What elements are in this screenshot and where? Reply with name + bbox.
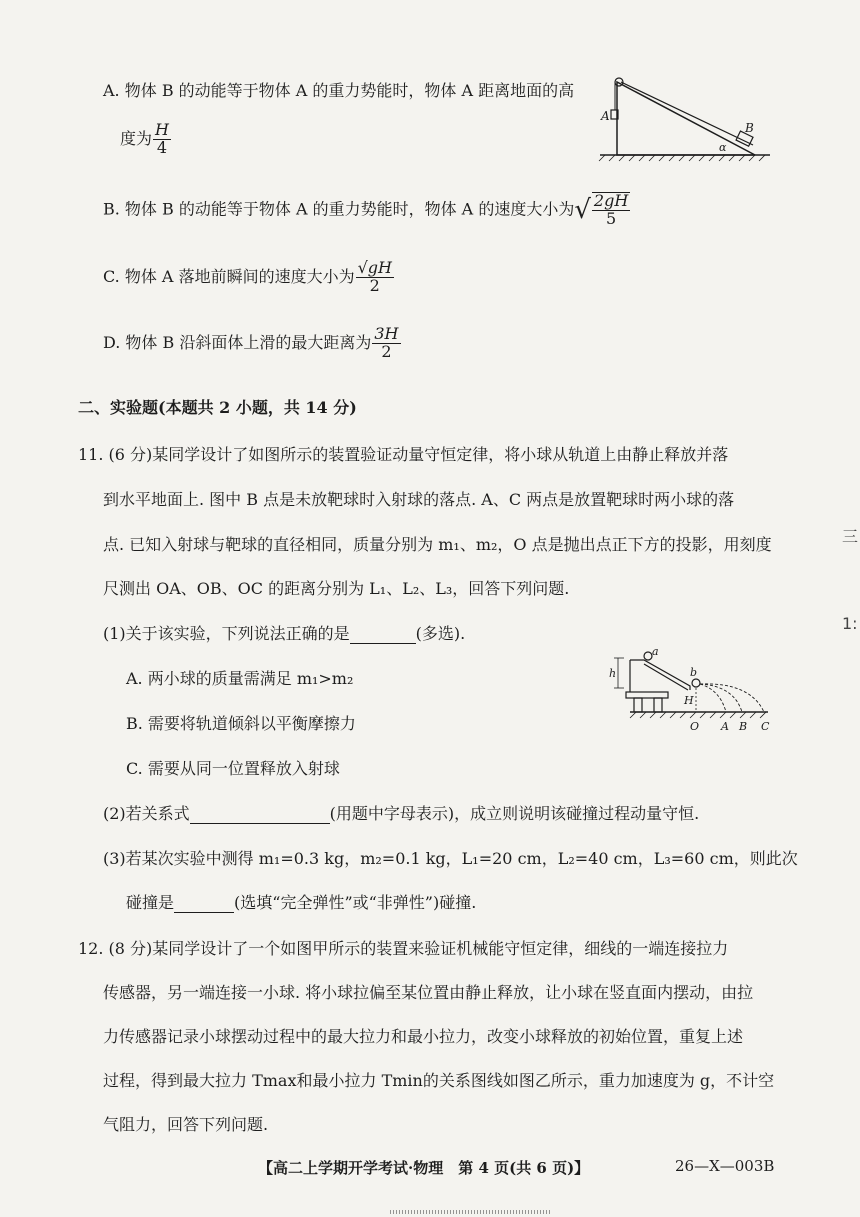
- q11-sub2-text: (2)若关系式: [103, 804, 190, 823]
- option-c-text: C. 物体 A 落地前瞬间的速度大小为: [103, 266, 355, 286]
- page-footer-title: 【高二上学期开学考试·物理 第 4 页(共 6 页)】: [258, 1159, 590, 1177]
- page-footer-code: 26—X—003B: [675, 1157, 775, 1175]
- q11-sub2: [103, 801, 699, 824]
- option-d-text: D. 物体 B 沿斜面体上滑的最大距离为: [103, 332, 372, 352]
- option-d-fraction: [372, 326, 400, 361]
- q11-sub1-note: (多选).: [415, 624, 466, 643]
- q11-sub2-note: (用题中字母表示)，成立则说明该碰撞过程动量守恒.: [329, 804, 700, 823]
- sqrt-symbol: √ $\frac{2gH}{5}$: [574, 191, 629, 228]
- q12-line2: 传感器，另一端连接一小球. 将小球拉偏至某位置由静止释放，让小球在竖直面内摆动，由拉: [103, 983, 754, 1002]
- q11-sub3-line1: (3)若某次实验中测得 m₁=0.3 kg，m₂=0.1 kg，L₁=20 cm，L₂=40 cm，L₃=60 cm，则此次: [103, 849, 798, 868]
- q11-option-c: C. 需要从同一位置释放入射球: [126, 759, 340, 778]
- q11-option-b: B. 需要将轨道倾斜以平衡摩擦力: [126, 714, 356, 733]
- edge-fragment-2: 1:: [842, 614, 858, 633]
- fig-label-h: h: [609, 667, 617, 680]
- q12-line1: 12. (8 分)某同学设计了一个如图甲所示的装置来验证机械能守恒定律，细线的一端连接拉力: [78, 939, 729, 958]
- fraction-numerator: 2gH: [593, 191, 629, 210]
- answer-blank-2: [190, 804, 330, 824]
- fraction-denominator: 2: [381, 341, 392, 361]
- q12-line3: 力传感器记录小球摆动过程中的最大拉力和最小拉力，改变小球释放的初始位置，重复上述: [103, 1027, 744, 1046]
- q11-line1: 11. (6 分)某同学设计了如图所示的装置验证动量守恒定律，将小球从轨道上由静止释放并落: [78, 445, 729, 464]
- fig-label-height: H: [684, 694, 694, 707]
- option-a-fraction: [153, 122, 171, 157]
- q11-line4: 尺测出 OA、OB、OC 的距离分别为 L₁、L₂、L₃，回答下列问题.: [103, 579, 570, 598]
- fig-label-o: O: [690, 720, 700, 733]
- option-a-line2: [120, 122, 172, 157]
- fraction-denominator: 4: [156, 137, 168, 157]
- option-b-text: B. 物体 B 的动能等于物体 A 的重力势能时，物体 A 的速度大小为: [103, 199, 575, 219]
- fig-label-ball-b: b: [690, 666, 698, 679]
- fig-label-a: A: [601, 109, 610, 123]
- collision-track-figure: [608, 640, 778, 735]
- section-title: 二、实验题(本题共 2 小题，共 14 分): [78, 398, 357, 417]
- q11-sub3-note: (选填“完全弹性”或“非弹性”)碰撞.: [234, 893, 477, 912]
- fraction-numerator: H: [155, 120, 169, 139]
- option-b: [103, 192, 631, 228]
- q11-sub1: [103, 621, 465, 644]
- fig-label-point-b: B: [739, 720, 748, 733]
- fig-label-b: B: [745, 121, 754, 135]
- answer-blank-1: [350, 624, 416, 644]
- option-c-fraction: [356, 260, 394, 295]
- q11-line2: 到水平地面上. 图中 B 点是未放靶球时入射球的落点. A、C 两点是放置靶球时两小球的落: [103, 490, 735, 509]
- answer-blank-3: [174, 893, 234, 913]
- q11-sub3-text: 碰撞是: [126, 893, 175, 912]
- q11-option-a: A. 两小球的质量需满足 m₁>m₂: [126, 669, 354, 688]
- fig-label-alpha: α: [719, 141, 727, 154]
- fraction-numerator: 3H: [374, 324, 399, 343]
- edge-fragment-1: 三: [842, 527, 859, 546]
- fig-label-point-a: A: [721, 720, 729, 733]
- q12-line4: 过程，得到最大拉力 Tmax和最小拉力 Tmin的关系图线如图乙所示，重力加速度为 g，不计空: [103, 1071, 775, 1090]
- option-c: [103, 260, 395, 295]
- option-b-fraction: [592, 192, 630, 228]
- fig-label-point-c: C: [761, 720, 770, 733]
- q11-sub3-line2: [126, 890, 476, 913]
- fraction-numerator: √gH: [357, 258, 392, 277]
- incline-pulley-figure: [595, 70, 775, 165]
- option-a-line1: A. 物体 B 的动能等于物体 A 的重力势能时，物体 A 距离地面的高: [103, 81, 575, 100]
- q11-sub1-text: (1)关于该实验，下列说法正确的是: [103, 624, 350, 643]
- q12-line5: 气阻力，回答下列问题.: [103, 1115, 269, 1134]
- fig-label-ball-a: a: [652, 645, 659, 658]
- option-a-cont: 度为: [120, 128, 153, 148]
- fraction-denominator: 5: [606, 208, 617, 228]
- q11-line3: 点. 已知入射球与靶球的直径相同，质量分别为 m₁、m₂，O 点是抛出点正下方的投影，用刻度: [103, 535, 772, 554]
- scan-barcode-artifact: [390, 1210, 550, 1214]
- fraction-denominator: 2: [369, 275, 380, 295]
- option-d: [103, 326, 402, 361]
